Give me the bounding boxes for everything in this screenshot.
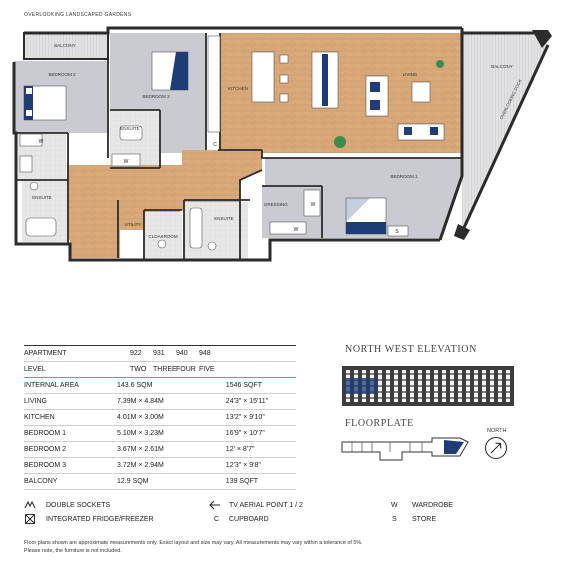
label-ensuite-mid: ENSUITE xyxy=(120,126,140,131)
legend-store: STORE xyxy=(412,516,436,523)
row-imperial: 16'9" × 10'7" xyxy=(225,430,265,437)
table-row xyxy=(24,394,296,410)
north-arrow-icon xyxy=(484,436,508,460)
table-row xyxy=(24,458,296,474)
apartment-num: 948 xyxy=(199,350,211,357)
level-value: FIVE xyxy=(199,366,215,373)
apartment-label: APARTMENT xyxy=(24,350,67,357)
legend-double-sockets: DOUBLE SOCKETS xyxy=(46,502,111,509)
label-bedroom-1: BEDROOM 1 xyxy=(390,174,418,179)
row-imperial: 24'3" × 15'11" xyxy=(225,398,269,405)
table-row xyxy=(24,442,296,458)
table-row xyxy=(24,426,296,442)
label-ensuite-left: ENSUITE xyxy=(32,195,52,200)
row-imperial: 1546 SQFT xyxy=(225,382,262,389)
schedule-header-row xyxy=(24,345,296,362)
row-label: BEDROOM 1 xyxy=(24,430,67,437)
elevation-title: NORTH WEST ELEVATION xyxy=(345,344,477,355)
level-value: FOUR xyxy=(176,366,196,373)
label-kitchen: KITCHEN xyxy=(228,86,248,91)
label-balcony-right: BALCONY xyxy=(491,64,513,69)
footnote-line-1: Floor plans shown are approximate measurements only. Exact layout and size may vary. All measurements may vary within a tolerance of 5%. xyxy=(24,540,363,546)
row-imperial: 13'2" × 9'10" xyxy=(225,414,265,421)
label-bedroom-3: BEDROOM 3 xyxy=(142,94,170,99)
label-living: LIVING xyxy=(402,72,418,77)
apartment-num: 931 xyxy=(153,350,165,357)
label-ensuite-bottom: ENSUITE xyxy=(214,216,234,221)
row-label: BEDROOM 2 xyxy=(24,446,67,453)
row-label: KITCHEN xyxy=(24,414,55,421)
mark-w-2: W xyxy=(123,159,129,165)
footnote-line-2: Please note, the furniture is not included. xyxy=(24,548,122,554)
legend-fridge: INTEGRATED FRIDGE/FREEZER xyxy=(46,516,154,523)
legend-wardrobe: WARDROBE xyxy=(412,502,453,509)
plant xyxy=(334,136,346,148)
schedule-level-row xyxy=(24,362,296,378)
table-row xyxy=(24,378,296,394)
label-cloakroom: CLOAKROOM xyxy=(148,234,178,239)
mark-w-3: W xyxy=(310,202,316,208)
row-metric: 12.9 SQM xyxy=(117,478,149,485)
table-row xyxy=(24,410,296,426)
legend-tv: TV AERIAL POINT 1 / 2 xyxy=(229,502,303,509)
double-sockets-icon xyxy=(24,500,36,510)
floorplate-title: FLOORPLATE xyxy=(345,418,414,429)
row-imperial: 12'3" × 9'8" xyxy=(225,462,261,469)
row-metric: 7.39M × 4.84M xyxy=(117,398,164,405)
table-row xyxy=(24,474,296,490)
elevation-drawing xyxy=(340,360,516,408)
label-balcony-top: BALCONY xyxy=(54,43,76,48)
row-label: BALCONY xyxy=(24,478,58,485)
level-value: THREE xyxy=(153,366,177,373)
row-metric: 143.6 SQM xyxy=(117,382,153,389)
legend-wardrobe-key: W xyxy=(391,502,398,509)
row-label: BEDROOM 3 xyxy=(24,462,67,469)
legend-cupboard-key: C xyxy=(214,516,220,523)
cupboard-left xyxy=(68,200,118,240)
mark-w-4: W xyxy=(293,227,299,233)
label-overlooking-dock: OVERLOOKING DOCK xyxy=(498,78,523,121)
row-label: INTERNAL AREA xyxy=(24,382,79,389)
label-utility: UTILITY xyxy=(124,222,142,227)
apartment-num: 940 xyxy=(176,350,188,357)
row-metric: 3.72M × 2.94M xyxy=(117,462,164,469)
row-metric: 4.01M × 3.00M xyxy=(117,414,164,421)
schedule-table xyxy=(24,345,296,490)
label-bedroom-2: BEDROOM 2 xyxy=(48,72,76,77)
north-label: NORTH xyxy=(487,428,507,434)
mark-w-1: W xyxy=(38,139,44,145)
legend-cupboard: CUPBOARD xyxy=(229,516,269,523)
kitchen-counter xyxy=(208,36,220,132)
coffee-table xyxy=(412,82,430,102)
level-label: LEVEL xyxy=(24,366,46,373)
row-label: LIVING xyxy=(24,398,47,405)
floorplate-drawing xyxy=(340,434,474,464)
mark-c: C xyxy=(213,142,217,148)
kitchen-island xyxy=(252,52,274,102)
row-metric: 3.67M × 2.61M xyxy=(117,446,164,453)
apartment-num: 922 xyxy=(130,350,142,357)
row-imperial: 12' × 8'7" xyxy=(225,446,255,453)
row-metric: 5.10M × 3.23M xyxy=(117,430,164,437)
fridge-freezer-icon xyxy=(25,514,35,524)
overlook-caption: OVERLOOKING LANDSCAPED GARDENS xyxy=(24,12,132,18)
level-value: TWO xyxy=(130,366,147,373)
row-imperial: 139 SQFT xyxy=(225,478,259,485)
label-dressing: DRESSING xyxy=(264,202,288,207)
tv-aerial-icon xyxy=(209,500,221,510)
legend-store-key: S xyxy=(392,516,397,523)
mark-s: S xyxy=(395,229,399,235)
